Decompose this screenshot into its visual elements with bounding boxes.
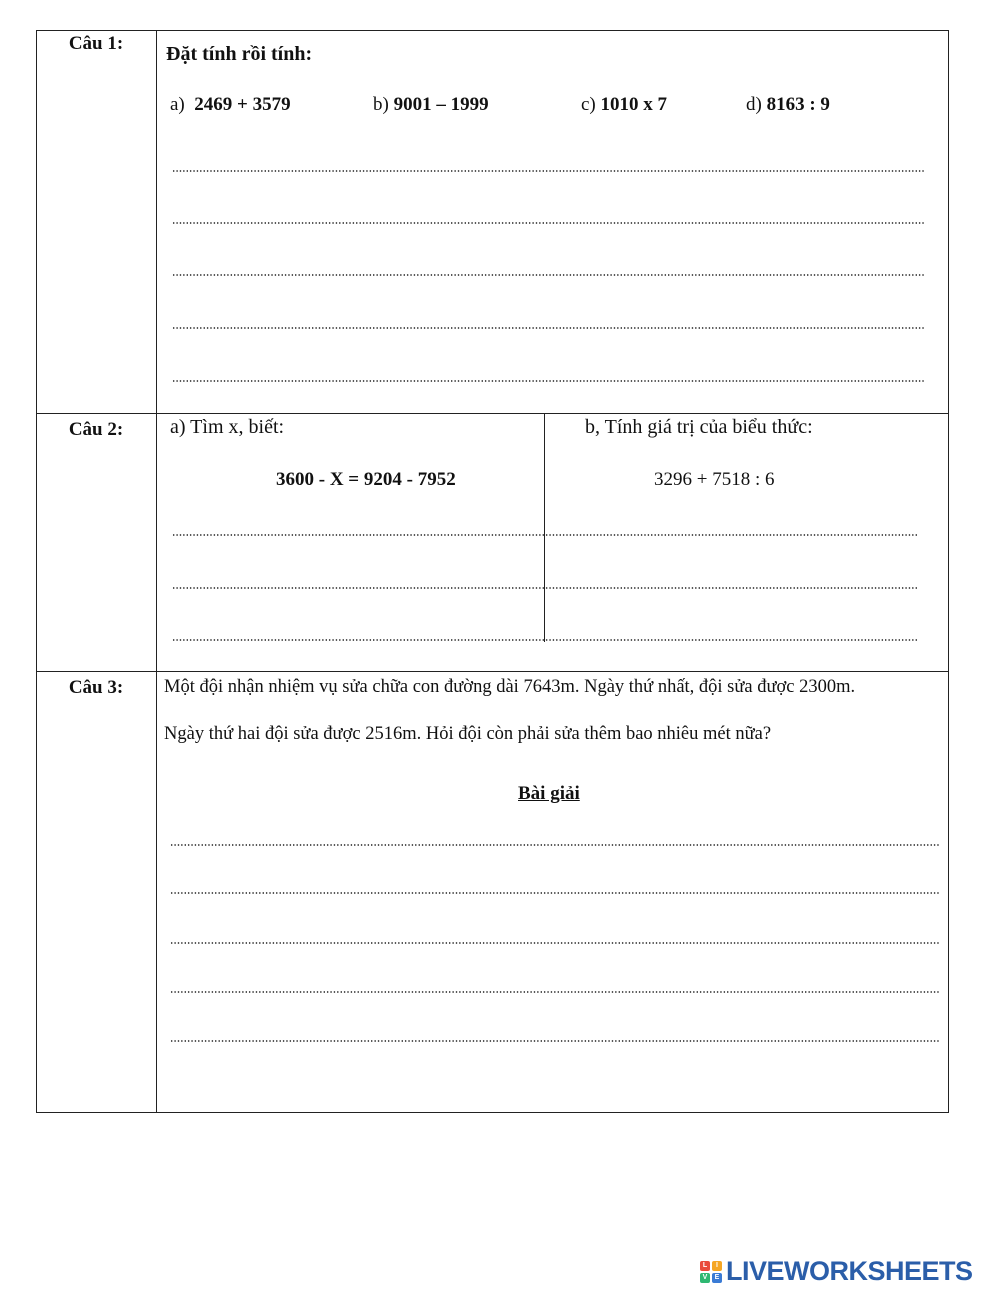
brand-name: LIVEWORKSHEETS — [726, 1256, 973, 1286]
q3-answer-line-3[interactable] — [170, 942, 940, 944]
q1-title: Đặt tính rồi tính: — [166, 43, 313, 65]
q1-item-c-prefix: c) — [581, 94, 596, 115]
q3-answer-line-1[interactable] — [170, 844, 940, 846]
q1-label: Câu 1: — [68, 33, 124, 54]
q3-answer-line-2[interactable] — [170, 892, 940, 894]
table-bottom-border — [36, 1112, 949, 1113]
q3-problem-line-1: Một đội nhận nhiệm vụ sửa chữa con đường dài 7643m. Ngày thứ nhất, đội sửa được 2300m. — [164, 677, 856, 697]
q1-item-a-prefix: a) — [170, 94, 185, 115]
q2-answer-line-3[interactable] — [172, 639, 918, 641]
q2-column-divider — [544, 413, 545, 642]
table-left-border — [36, 30, 37, 1113]
logo-tile-v: V — [700, 1273, 710, 1283]
logo-tile-e: E — [712, 1273, 722, 1283]
q1-item-d-prefix: d) — [746, 94, 762, 115]
q1-item-d-expr: 8163 : 9 — [766, 94, 830, 115]
logo-tile-l: L — [700, 1261, 710, 1271]
q1-item-a — [170, 94, 291, 116]
q3-answer-line-5[interactable] — [170, 1040, 940, 1042]
q1-item-c — [581, 94, 667, 116]
row2-bottom-border — [36, 671, 949, 672]
q1-item-b-prefix: b) — [373, 94, 389, 115]
q3-label: Câu 3: — [68, 677, 124, 698]
label-column-divider — [156, 30, 157, 1113]
q2-answer-line-1[interactable] — [172, 534, 918, 536]
q1-item-b-expr: 9001 – 1999 — [393, 94, 489, 115]
liveworksheets-logo — [700, 1256, 973, 1287]
logo-tiles-icon — [700, 1261, 722, 1283]
q2a-equation: 3600 - X = 9204 - 7952 — [276, 469, 456, 490]
q3-answer-line-4[interactable] — [170, 991, 940, 993]
row1-bottom-border — [36, 413, 949, 414]
table-right-border — [948, 30, 949, 1113]
table-top-border — [36, 30, 949, 31]
q1-item-b — [373, 94, 489, 116]
q1-answer-line-2[interactable] — [172, 222, 924, 224]
q1-answer-line-4[interactable] — [172, 327, 924, 329]
logo-tile-i: I — [712, 1261, 722, 1271]
q2b-expression: 3296 + 7518 : 6 — [654, 469, 775, 490]
q2b-prompt: b, Tính giá trị của biểu thức: — [585, 416, 813, 438]
q1-item-d — [746, 94, 830, 116]
q3-solution-heading: Bài giải — [518, 783, 580, 804]
q1-item-a-expr: 2469 + 3579 — [194, 94, 291, 115]
q2-label: Câu 2: — [68, 419, 124, 440]
q2a-prompt: a) Tìm x, biết: — [170, 416, 285, 438]
q2-answer-line-2[interactable] — [172, 587, 918, 589]
q1-answer-line-1[interactable] — [172, 170, 924, 172]
q1-item-c-expr: 1010 x 7 — [600, 94, 668, 115]
q1-answer-line-5[interactable] — [172, 380, 924, 382]
q3-problem-line-2: Ngày thứ hai đội sửa được 2516m. Hỏi đội còn phải sửa thêm bao nhiêu mét nữa? — [164, 724, 772, 744]
q1-answer-line-3[interactable] — [172, 274, 924, 276]
